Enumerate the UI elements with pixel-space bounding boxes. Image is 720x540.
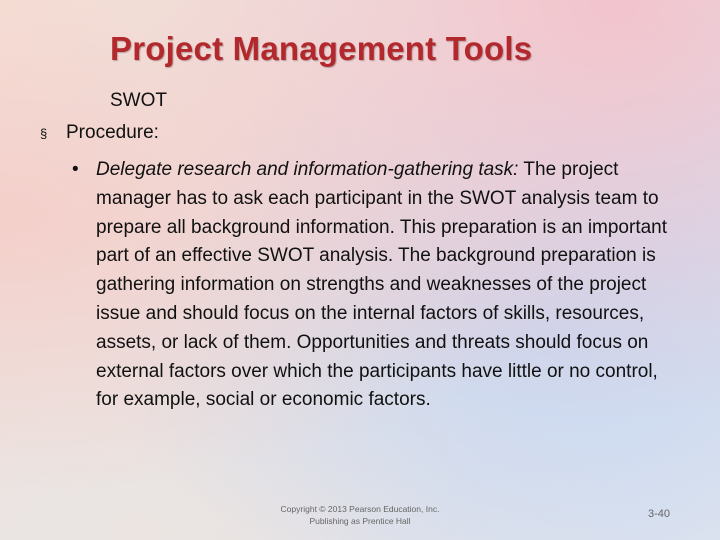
bullet-delegate-research <box>72 156 682 415</box>
copyright-line-1: Copyright © 2013 Pearson Education, Inc. <box>280 504 440 514</box>
bullet-body-text: The project manager has to ask each participant in the SWOT analysis team to prepare all background information. This preparation is an important part of an effective SWOT analysis. The background preparation is gathering information on strengths and weaknesses of the project issue and should focus on the internal factors of skills, resources, assets, or lack of them. Opportunities and threats should focus on external factors over which the participants have little or no control, for example, social or economic factors. <box>96 159 668 411</box>
copyright-footer <box>250 503 470 527</box>
bullet-lead-phrase: Delegate research and information-gathering task: <box>96 159 519 180</box>
bullet-procedure-label: Procedure: <box>66 122 159 143</box>
square-bullet-icon: § <box>40 125 48 141</box>
slide-subheading: SWOT <box>110 90 167 111</box>
bullet-delegate-research-text <box>96 156 682 415</box>
bullet-procedure <box>40 122 159 144</box>
round-bullet-icon: • <box>72 159 79 180</box>
slide-title: Project Management Tools <box>110 30 533 67</box>
page-number: 3-40 <box>648 508 671 520</box>
copyright-line-2: Publishing as Prentice Hall <box>309 516 411 526</box>
